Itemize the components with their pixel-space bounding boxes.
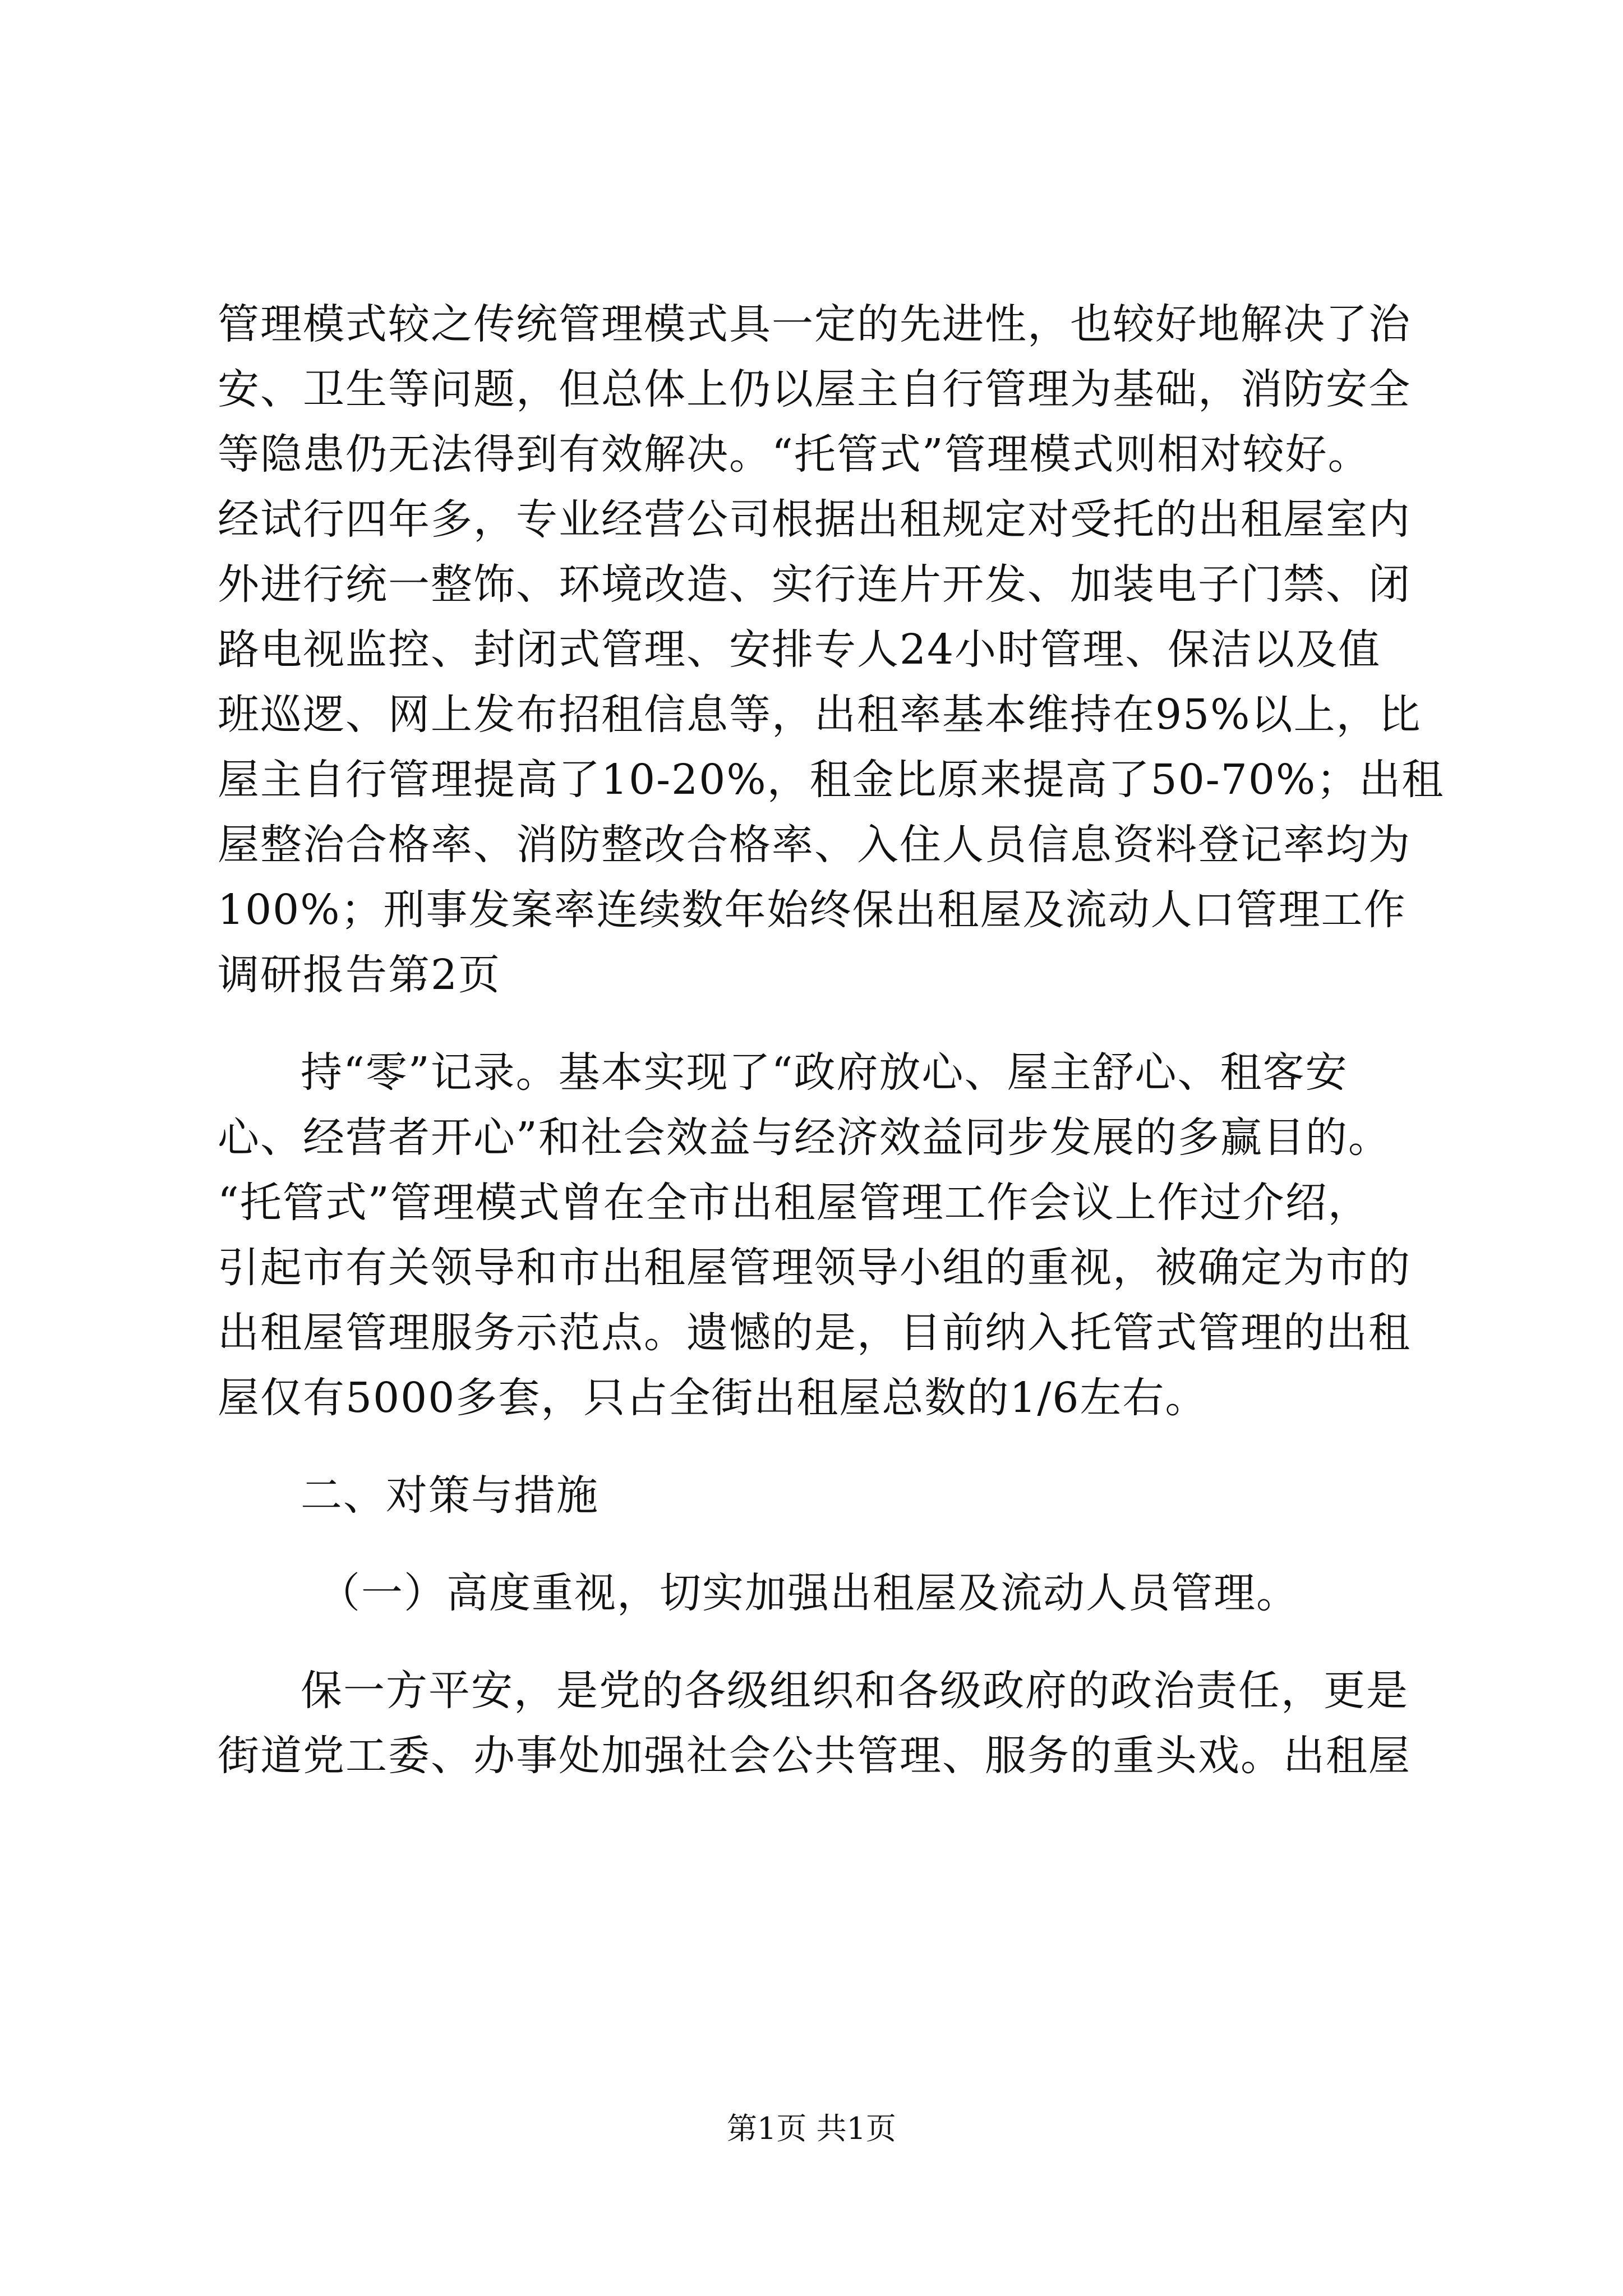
- text-line: 出租屋管理服务示范点。遗憾的是，目前纳入托管式管理的出租: [218, 1309, 1411, 1357]
- text-line: 安、卫生等问题，但总体上仍以屋主自行管理为基础，消防安全: [218, 365, 1411, 413]
- text-line: 100%；刑事发案率连续数年始终保出租屋及流动人口管理工作: [218, 886, 1407, 934]
- subsection-heading: （一）高度重视，切实加强出租屋及流动人员管理。: [319, 1569, 1299, 1617]
- text-line: 引起市有关领导和市出租屋管理领导小组的重视，被确定为市的: [218, 1244, 1411, 1292]
- text-line: 心、经营者开心”和社会效益与经济效益同步发展的多赢目的。: [218, 1114, 1391, 1162]
- paragraph-gap: [218, 1430, 1435, 1463]
- text-line: 管理模式较之传统管理模式具一定的先进性，也较好地解决了治: [218, 300, 1411, 348]
- paragraph-gap: [218, 1626, 1435, 1658]
- paragraph-gap: [218, 1528, 1435, 1561]
- text-line: 持“零”记录。基本实现了“政府放心、屋主舒心、租客安: [301, 1048, 1348, 1097]
- text-line: 班巡逻、网上发布招租信息等，出租率基本维持在95%以上，比: [218, 691, 1422, 739]
- text-line: “托管式”管理模式曾在全市出租屋管理工作会议上作过介绍，: [218, 1179, 1371, 1227]
- section-heading: 二、对策与措施: [301, 1471, 599, 1520]
- page-footer: 第1页 共1页: [727, 2111, 896, 2146]
- text-line: 等隐患仍无法得到有效解决。“托管式”管理模式则相对较好。: [218, 430, 1371, 478]
- text-line: 路电视监控、封闭式管理、安排专人24小时管理、保洁以及值: [218, 625, 1381, 674]
- text-line: 屋主自行管理提高了10-20%，租金比原来提高了50-70%；出租: [218, 756, 1445, 804]
- text-line: 保一方平安，是党的各级组织和各级政府的政治责任，更是: [301, 1667, 1409, 1715]
- text-line: 外进行统一整饰、环境改造、实行连片开发、加装电子门禁、闭: [218, 560, 1411, 609]
- text-line: 经试行四年多，专业经营公司根据出租规定对受托的出租屋室内: [218, 495, 1411, 544]
- paragraph-gap: [218, 1007, 1435, 1040]
- text-line: 街道党工委、办事处加强社会公共管理、服务的重头戏。出租屋: [218, 1732, 1411, 1780]
- text-line: 调研报告第2页: [218, 951, 501, 999]
- text-line: 屋整治合格率、消防整改合格率、入住人员信息资料登记率均为: [218, 821, 1411, 869]
- document-body: [218, 292, 1445, 1788]
- text-line: 屋仅有5000多套，只占全街出租屋总数的1/6左右。: [218, 1374, 1208, 1422]
